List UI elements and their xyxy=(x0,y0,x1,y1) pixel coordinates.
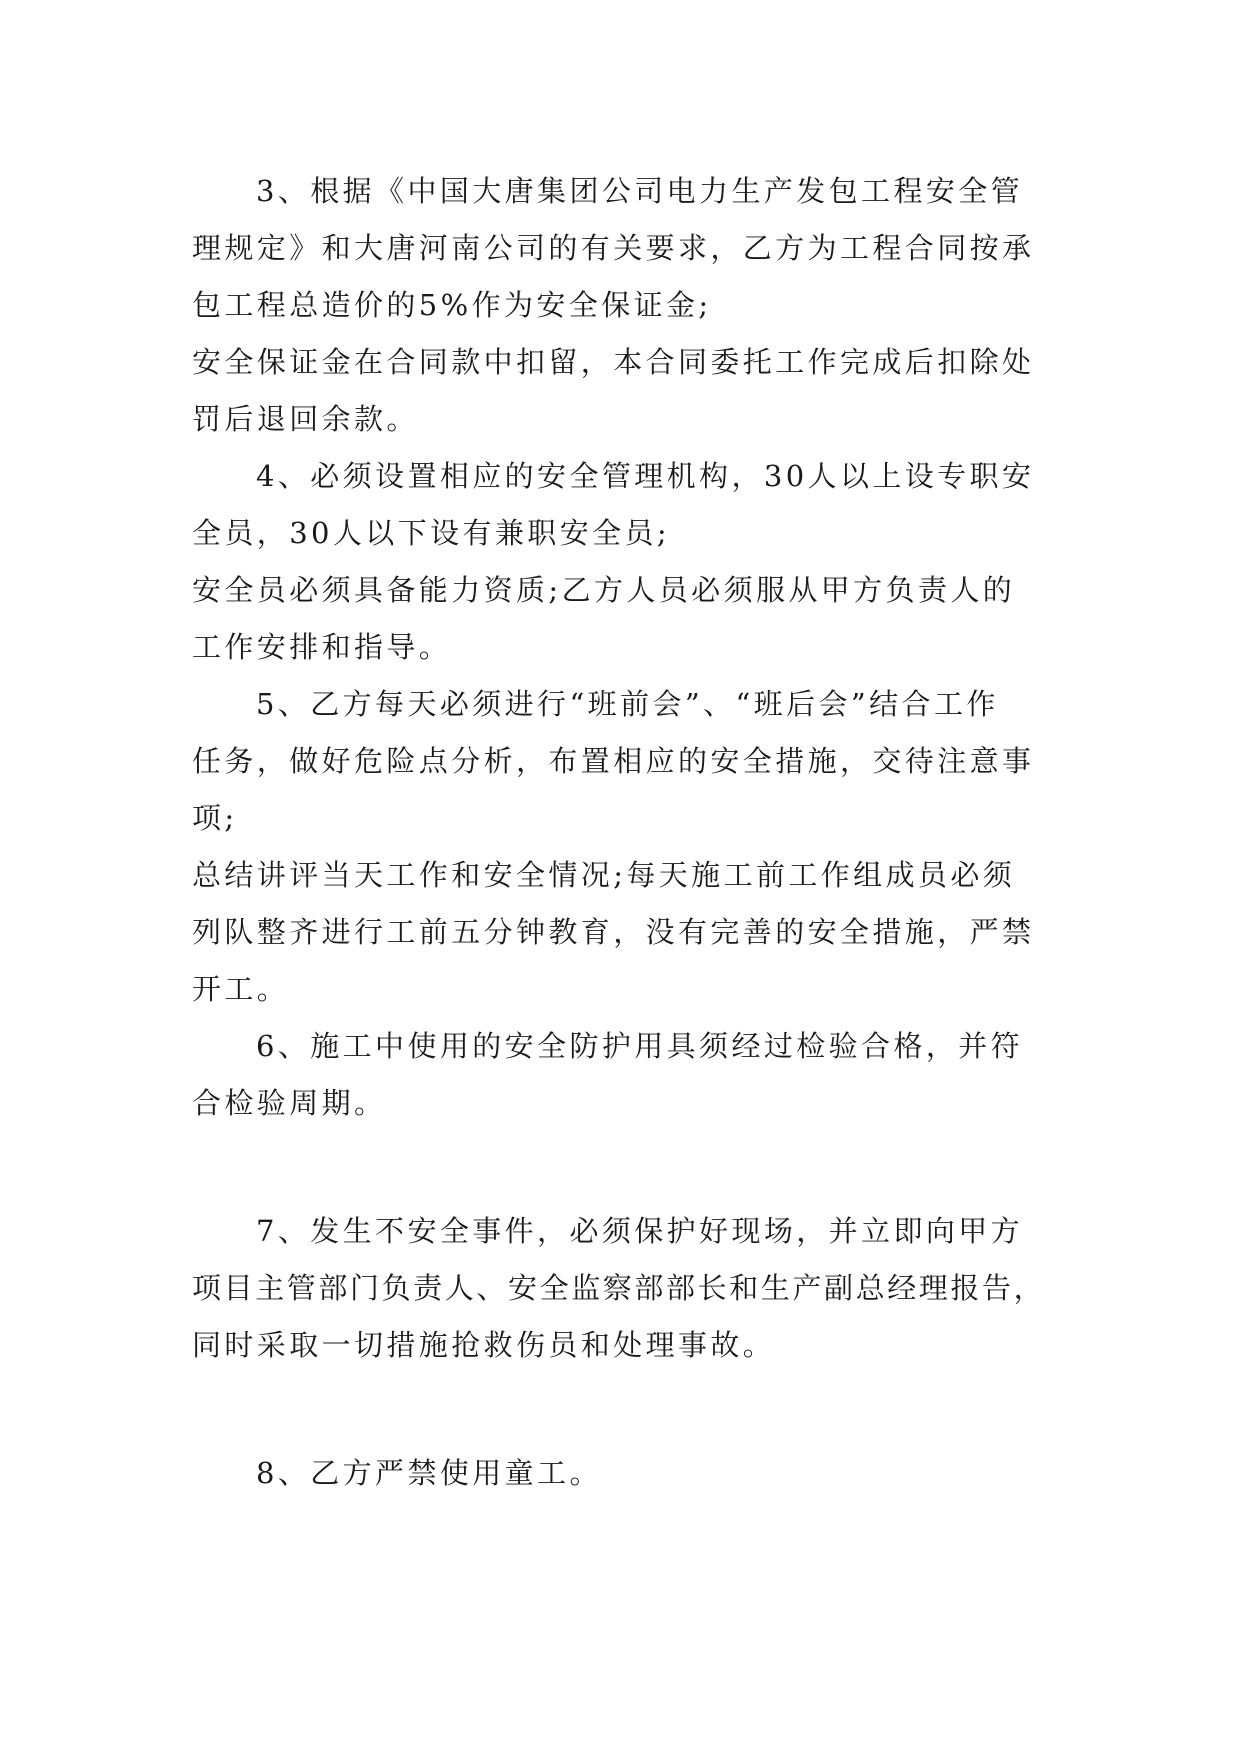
text-line: 8、乙方严禁使用童工。 xyxy=(256,1456,602,1490)
text-line: 安全保证金在合同款中扣留，本合同委托工作完成后扣除处 xyxy=(192,345,1035,379)
text-line: 全员，30人以下设有兼职安全员; xyxy=(192,516,671,550)
text-line: 安全员必须具备能力资质;乙方人员必须服从甲方负责人的 xyxy=(192,573,1016,607)
text-line: 列队整齐进行工前五分钟教育，没有完善的安全措施，严禁 xyxy=(192,915,1035,949)
text-line: 任务，做好危险点分析，布置相应的安全措施，交待注意事 xyxy=(192,744,1035,778)
text-line: 开工。 xyxy=(192,972,290,1006)
text-line: 工作安排和指导。 xyxy=(192,630,452,664)
text-line: 理规定》和大唐河南公司的有关要求，乙方为工程合同按承 xyxy=(192,231,1035,265)
text-line: 7、发生不安全事件，必须保护好现场，并立即向甲方 xyxy=(256,1214,1024,1248)
text-line: 包工程总造价的5%作为安全保证金; xyxy=(192,288,712,322)
text-line: 罚后退回余款。 xyxy=(192,402,419,436)
text-line: 4、必须设置相应的安全管理机构，30人以上设专职安 xyxy=(256,459,1035,493)
text-line: 6、施工中使用的安全防护用具须经过检验合格，并符 xyxy=(256,1029,1024,1063)
text-line: 5、乙方每天必须进行“班前会”、“班后会”结合工作 xyxy=(256,687,999,721)
text-line: 项; xyxy=(192,801,238,835)
text-line: 3、根据《中国大唐集团公司电力生产发包工程安全管 xyxy=(256,174,1024,208)
text-line: 同时采取一切措施抢救伤员和处理事故。 xyxy=(192,1328,776,1362)
text-line: 总结讲评当天工作和安全情况;每天施工前工作组成员必须 xyxy=(192,858,1016,892)
text-line: 合检验周期。 xyxy=(192,1086,387,1120)
text-line: 项目主管部门负责人、安全监察部部长和生产副总经理报告， xyxy=(192,1271,1046,1305)
